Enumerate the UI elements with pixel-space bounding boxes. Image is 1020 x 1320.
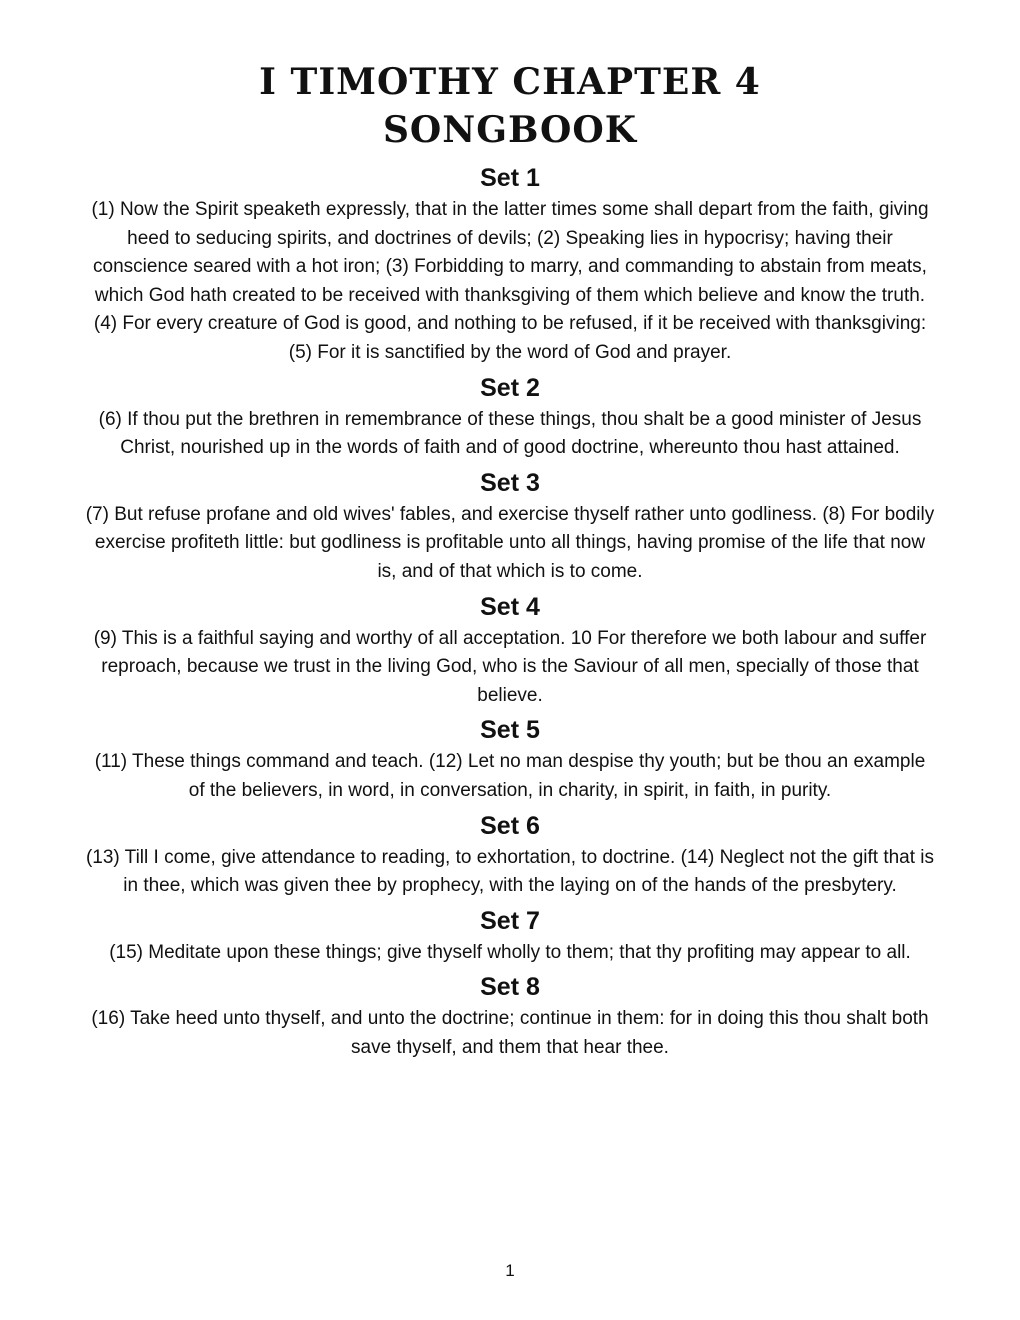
set-5: [85, 712, 935, 805]
set-heading: Set 2: [480, 373, 540, 402]
set-1: [85, 160, 935, 368]
set-heading: Set 8: [480, 973, 540, 1002]
title-line-2: SONGBOOK: [382, 109, 638, 151]
set-heading: Set 1: [480, 164, 540, 192]
title-line-1: I TIMOTHY CHAPTER 4: [259, 61, 761, 103]
set-3: [85, 465, 935, 587]
set-verses: (1) Now the Spirit speaketh expressly, that in the latter times some shall depart from the faith, giving heed to seducing spirits, and doctrines of devils; (2) Speaking lies in hypocrisy; having their conscience seared with a hot iron; (3) Forbidding to marry, and commanding to abstain from meats, which God hath created to be received with thanksgiving of them which believe and know the truth. (4) For every creature of God is good, and nothing to be refused, if it be received with thanksgiving: (5) For it is sanctified by the word of God and prayer.: [91, 199, 929, 363]
set-4: [85, 589, 935, 711]
set-verses: (6) If thou put the brethren in remembrance of these things, thou shalt be a good minister of Jesus Christ, nourished up in the words of faith and of good doctrine, whereunto thou hast attained.: [98, 408, 922, 459]
set-heading: Set 4: [480, 592, 540, 621]
set-heading: Set 5: [480, 716, 540, 745]
set-6: [85, 808, 935, 901]
page-number: 1: [505, 1261, 515, 1280]
set-heading: Set 3: [480, 468, 540, 497]
set-7: [85, 903, 935, 968]
set-verses: (11) These things command and teach. (12) Let no man despise thy youth; but be thou an example of the believers, in word, in conversation, in charity, in spirit, in faith, in purity.: [94, 751, 926, 801]
set-heading: Set 6: [480, 811, 540, 840]
set-verses: (15) Meditate upon these things; give thyself wholly to them; that thy profiting may appear to all.: [109, 941, 911, 963]
set-verses: (13) Till I come, give attendance to reading, to exhortation, to doctrine. (14) Neglect not the gift that is in thee, which was given thee by prophecy, with the laying on of the hands of the presbytery.: [85, 846, 935, 897]
set-verses: (16) Take heed unto thyself, and unto the doctrine; continue in them: for in doing this thou shalt both save thyself, and them that hear thee.: [91, 1008, 929, 1058]
sets-list: [85, 160, 935, 1064]
set-verses: (9) This is a faithful saying and worthy of all acceptation. 10 For therefore we both labour and suffer reproach, because we trust in the living God, who is the Saviour of all men, specially of those that believe.: [93, 627, 927, 706]
page-title: [0, 58, 1020, 154]
set-heading: Set 7: [480, 906, 540, 935]
set-8: [85, 969, 935, 1062]
set-verses: (7) But refuse profane and old wives' fables, and exercise thyself rather unto godliness. (8) For bodily exercise profiteth little: but godliness is profitable unto all things, having promise of the life that now is, and of that which is to come.: [85, 503, 935, 582]
set-2: [85, 370, 935, 463]
